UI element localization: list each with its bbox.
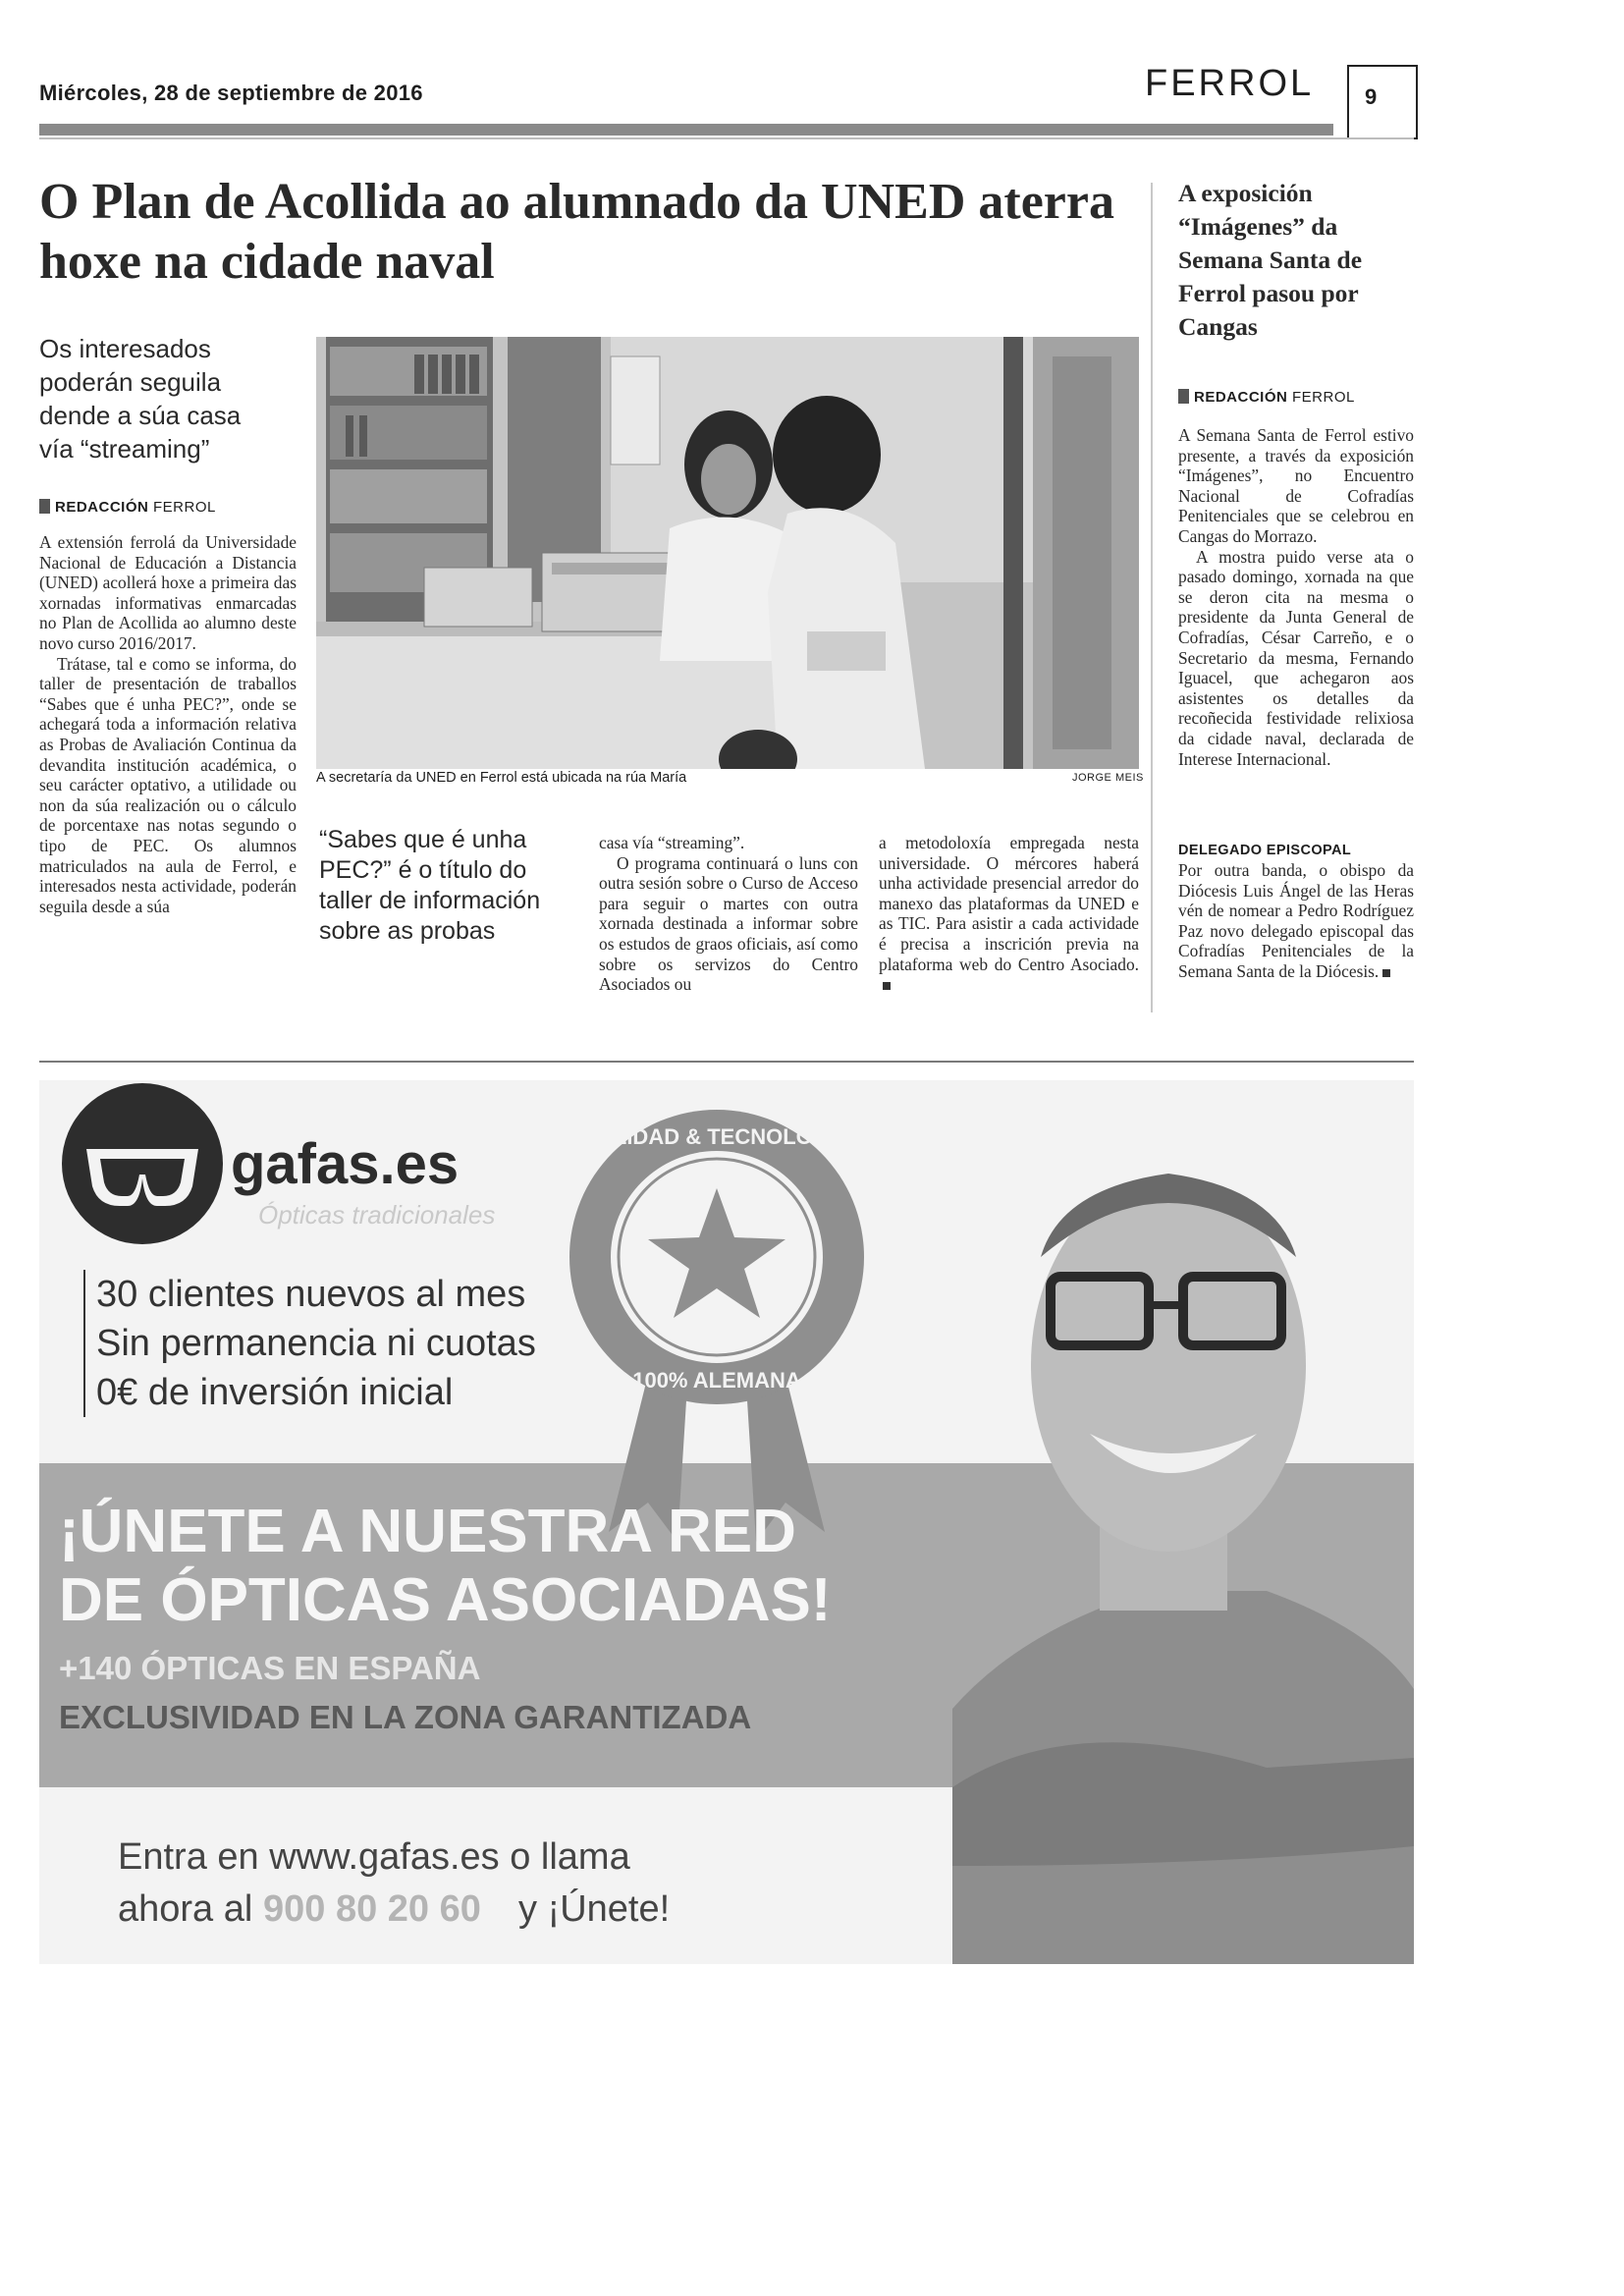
article-column-3 [599, 833, 858, 995]
article-deck: Os interesados poderán seguila dende a súa casa vía “streaming” [39, 334, 242, 464]
sidebar-paragraph-text: Por outra banda, o obispo da Diócesis Luis Ángel de las Heras vén de nomear a Pedro Rodríguez Paz novo delegado episcopal das Cofradías Penitenciales de la Semana Santa de la Diócesis. [1178, 860, 1414, 981]
article-paragraph: casa vía “streaming”. [599, 833, 745, 852]
ad-benefit: 0€ de inversión inicial [96, 1372, 454, 1413]
end-of-article-mark [883, 982, 891, 990]
article-byline [39, 499, 216, 516]
advertisement [39, 1080, 1414, 1964]
byline-marker [1178, 389, 1189, 404]
byline-marker [39, 499, 50, 514]
sidebar-column-2 [1178, 860, 1414, 982]
sidebar-headline: A exposición “Imágenes” da Semana Santa de Ferrol pasou por Cangas [1178, 179, 1363, 341]
byline-place: FERROL [153, 499, 216, 516]
article-paragraph: A extensión ferrolá da Universidade Nacional de Educación a Distancia (UNED) acollerá hoxe a primeira das xornadas informativas enmarcadas no Plan de Acollida ao alumno deste novo curso 2016/2017. [39, 532, 297, 653]
article-headline: O Plan de Acollida ao alumnado da UNED aterra hoxe na cidade naval [39, 174, 1114, 290]
byline-org: REDACCIÓN [55, 499, 149, 516]
page-number-box [1347, 65, 1418, 139]
photo-caption: A secretaría da UNED en Ferrol está ubicada na rúa María [316, 770, 687, 786]
sidebar-byline [1178, 389, 1355, 406]
article-paragraph-text: a metodoloxía empregada nesta universidade. O mércores haberá unha actividade presencial arredor do manexo das plataformas da UNED e as TIC. Para asistir a cada actividade é precisa a inscrición previa na plataforma web do Centro Asociado. [879, 833, 1139, 974]
sidebar-paragraph: A Semana Santa de Ferrol estivo presente, a través da exposición “Imágenes”, no Encuentro Nacional de Cofradías Penitenciales que se celebrou en Cangas do Morrazo. [1178, 425, 1414, 546]
ad-headline-line-2: DE ÓPTICAS ASOCIADAS! [59, 1566, 832, 1634]
ad-subheadline-1: +140 ÓPTICAS EN ESPAÑA [59, 1650, 481, 1686]
sidebar-subhead: DELEGADO EPISCOPAL [1178, 843, 1352, 858]
photo-credit: JORGE MEIS [1072, 772, 1144, 784]
ad-headline-line-1: ¡ÚNETE A NUESTRA RED [59, 1498, 796, 1565]
seal-bottom-text: 100% ALEMANA [632, 1368, 801, 1393]
header-rule [39, 124, 1333, 136]
article-photo [316, 337, 1139, 769]
pull-quote: “Sabes que é unha PEC?” é o título do taller de información sobre as probas [319, 826, 541, 945]
office-photo-illustration [316, 337, 1139, 769]
ad-benefit: Sin permanencia ni cuotas [96, 1323, 536, 1364]
ad-cta-prefix: ahora al [118, 1888, 253, 1930]
header-thin-rule [39, 137, 1414, 139]
article-paragraph: O programa continuará o luns con outra sesión sobre o Curso de Acceso para seguir o martes con outra xornada destinada a informar sobre os estudos de graos oficiais, así como sobre os servizos do Centro Asociados ou [599, 852, 858, 995]
seal-top-text: CALIDAD & TECNOLOGÍA [582, 1124, 851, 1149]
glasses-logo-icon [62, 1083, 223, 1244]
sidebar-column [1178, 425, 1414, 769]
end-of-article-mark [1382, 969, 1390, 977]
ad-separator-rule [39, 1061, 1414, 1063]
ad-subheadline-2: EXCLUSIVIDAD EN LA ZONA GARANTIZADA [59, 1699, 752, 1735]
ad-cta-suffix: y ¡Únete! [518, 1888, 671, 1930]
article-column-1 [39, 532, 297, 916]
article-paragraph [879, 833, 1139, 995]
ad-benefit: 30 clientes nuevos al mes [96, 1274, 526, 1315]
article-column-4 [879, 833, 1139, 995]
edition-date: Miércoles, 28 de septiembre de 2016 [39, 81, 423, 105]
sidebar-paragraph: A mostra puido verse ata o pasado domingo, xornada na que se deron cita na mesma o presidente da Junta General de Cofradías, César Carreño, e o Secretario da mesma, Fernando Iguacel, que achegaron aos asistentes os detalles da recoñecida festividade relixiosa da cidade naval, declarada de Interese Internacional. [1178, 546, 1414, 769]
sidebar-paragraph [1178, 860, 1414, 982]
byline-place: FERROL [1292, 389, 1355, 406]
ad-tagline: Ópticas tradicionales [258, 1200, 496, 1230]
page-number: 9 [1365, 84, 1378, 109]
article-paragraph: Trátase, tal e como se informa, do taller de presentación de traballos “Sabes que é unha PEC?”, onde se achegará toda a información relativa as Probas de Avaliación Continua da devandita institución académica, o seu carácter optativo, a utilidade ou non da súa realización ou o cálculo de porcentaxe nas notas segundo o tipo de PEC. Os alumnos matriculados na aula de Ferrol, e interesados nesta actividade, poderán seguila desde a súa [39, 653, 297, 916]
sidebar-divider [1151, 183, 1153, 1012]
ad-artwork [39, 1080, 1414, 1964]
ad-brand: gafas.es [231, 1132, 460, 1196]
ad-phone-number: 900 80 20 60 [263, 1888, 481, 1930]
section-name: FERROL [1145, 63, 1315, 104]
byline-org: REDACCIÓN [1194, 389, 1288, 406]
ad-cta-line-1: Entra en www.gafas.es o llama [118, 1836, 630, 1878]
